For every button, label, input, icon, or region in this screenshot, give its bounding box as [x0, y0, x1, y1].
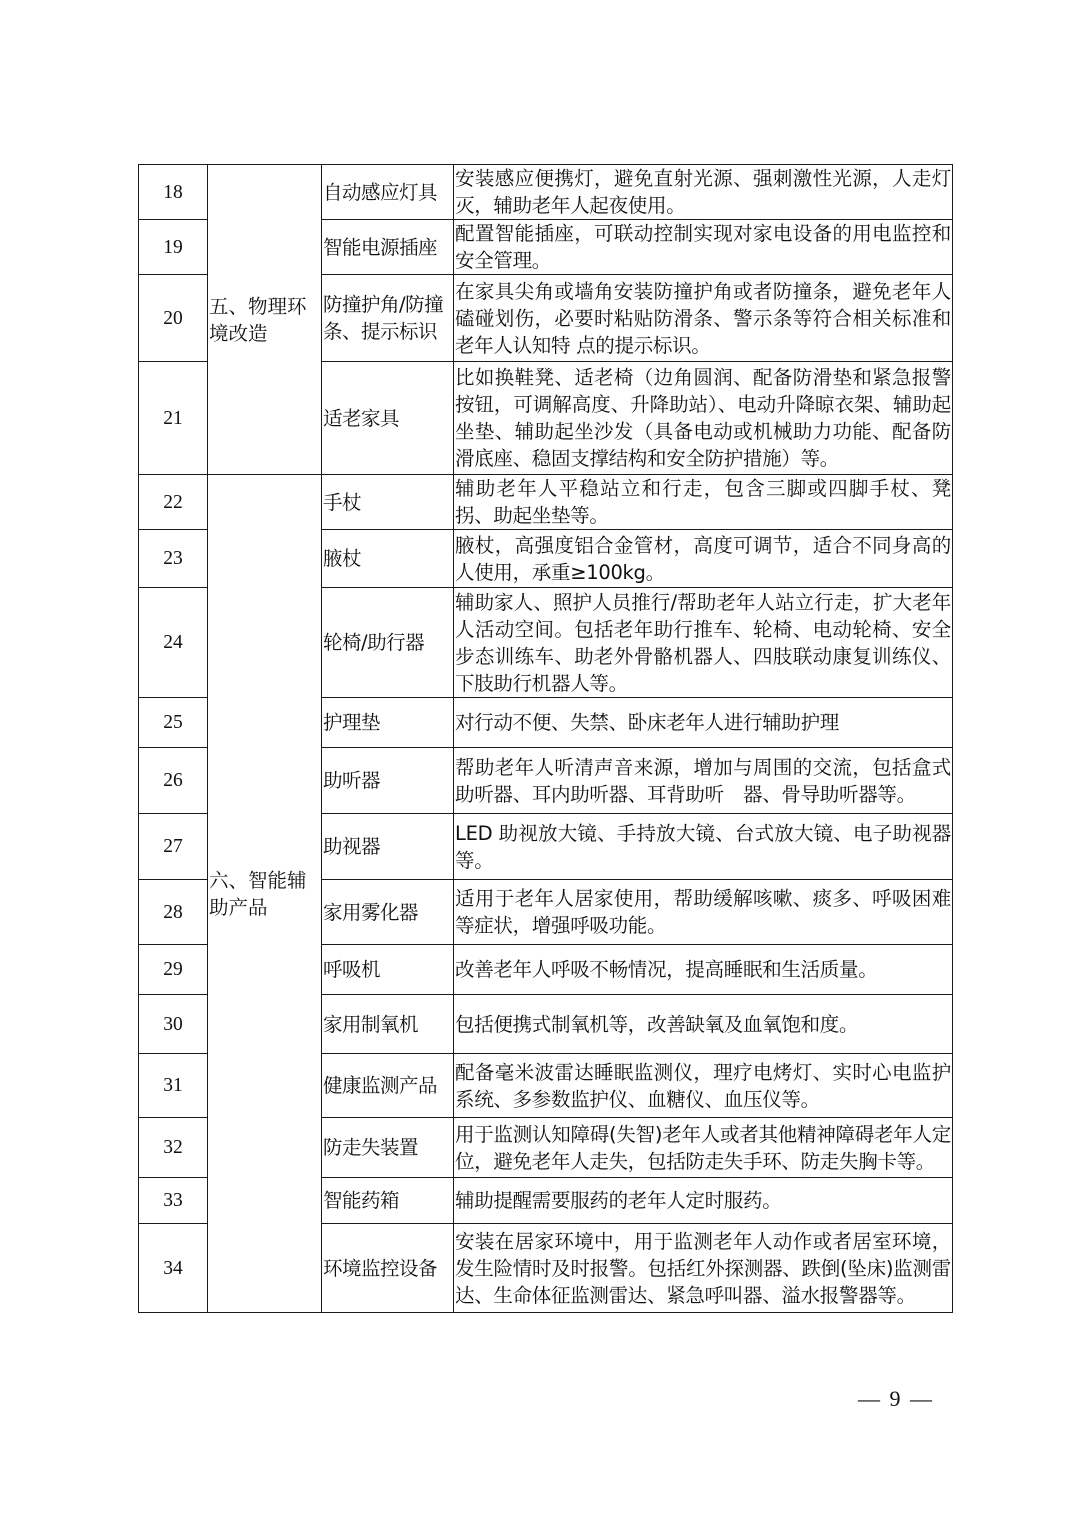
- category-cell: 六、智能辅助产品: [208, 475, 322, 1313]
- row-number: 28: [139, 880, 208, 945]
- item-description: LED 助视放大镜、手持放大镜、台式放大镜、电子助视器等。: [454, 814, 953, 880]
- item-name: 家用制氧机: [322, 995, 454, 1054]
- row-number: 34: [139, 1224, 208, 1313]
- item-description: 安装感应便携灯，避免直射光源、强刺激性光源，人走灯灭，辅助老年人起夜使用。: [454, 165, 953, 220]
- item-name: 健康监测产品: [322, 1054, 454, 1118]
- item-description: 配备毫米波雷达睡眠监测仪，理疗电烤灯、实时心电监护系统、多参数监护仪、血糖仪、血压仪等。: [454, 1054, 953, 1118]
- table-row: [139, 165, 953, 220]
- item-description: 辅助老年人平稳站立和行走，包含三脚或四脚手杖、凳拐、助起坐垫等。: [454, 475, 953, 530]
- row-number: 20: [139, 275, 208, 362]
- item-name: 防撞护角/防撞条、提示标识: [322, 275, 454, 362]
- row-number: 24: [139, 588, 208, 698]
- item-name: 轮椅/助行器: [322, 588, 454, 698]
- item-name: 护理垫: [322, 698, 454, 748]
- row-number: 30: [139, 995, 208, 1054]
- item-name: 防走失装置: [322, 1118, 454, 1178]
- item-name: 腋杖: [322, 530, 454, 588]
- item-name: 适老家具: [322, 362, 454, 475]
- item-description: 配置智能插座，可联动控制实现对家电设备的用电监控和安全管理。: [454, 220, 953, 275]
- row-number: 23: [139, 530, 208, 588]
- row-number: 22: [139, 475, 208, 530]
- item-description: 比如换鞋凳、适老椅（边角圆润、配备防滑垫和紧急报警按钮，可调解高度、升降助站）、电动升降晾衣架、辅助起坐垫、辅助起坐沙发（具备电动或机械助力功能、配备防滑底座、稳固支撑结构和安全防护措施）等。: [454, 362, 953, 475]
- item-description: 在家具尖角或墙角安装防撞护角或者防撞条，避免老年人磕碰划伤，必要时粘贴防滑条、警示条等符合相关标准和老年人认知特 点的提示标识。: [454, 275, 953, 362]
- item-name: 家用雾化器: [322, 880, 454, 945]
- item-name: 呼吸机: [322, 945, 454, 995]
- item-description: 包括便携式制氧机等，改善缺氧及血氧饱和度。: [454, 995, 953, 1054]
- row-number: 31: [139, 1054, 208, 1118]
- item-description: 适用于老年人居家使用，帮助缓解咳嗽、痰多、呼吸困难等症状，增强呼吸功能。: [454, 880, 953, 945]
- page-number: — 9 —: [858, 1386, 934, 1411]
- row-number: 32: [139, 1118, 208, 1178]
- category-cell: 五、物理环境改造: [208, 165, 322, 475]
- item-description: 对行动不便、失禁、卧床老年人进行辅助护理: [454, 698, 953, 748]
- item-description: 腋杖，高强度铝合金管材，高度可调节，适合不同身高的人使用，承重≥100kg。: [454, 530, 953, 588]
- row-number: 26: [139, 748, 208, 814]
- item-name: 手杖: [322, 475, 454, 530]
- item-description: 用于监测认知障碍(失智)老年人或者其他精神障碍老年人定位，避免老年人走失，包括防走失手环、防走失胸卡等。: [454, 1118, 953, 1178]
- item-table: [138, 164, 953, 1313]
- item-name: 助视器: [322, 814, 454, 880]
- row-number: 18: [139, 165, 208, 220]
- item-name: 自动感应灯具: [322, 165, 454, 220]
- row-number: 25: [139, 698, 208, 748]
- row-number: 33: [139, 1178, 208, 1224]
- item-name: 智能电源插座: [322, 220, 454, 275]
- item-description: 安装在居家环境中，用于监测老年人动作或者居室环境，发生险情时及时报警。包括红外探测器、跌倒(坠床)监测雷达、生命体征监测雷达、紧急呼叫器、溢水报警器等。: [454, 1224, 953, 1313]
- row-number: 19: [139, 220, 208, 275]
- item-name: 环境监控设备: [322, 1224, 454, 1313]
- item-name: 助听器: [322, 748, 454, 814]
- item-name: 智能药箱: [322, 1178, 454, 1224]
- item-description: 辅助家人、照护人员推行/帮助老年人站立行走，扩大老年人活动空间。包括老年助行推车、轮椅、电动轮椅、安全步态训练车、助老外骨骼机器人、四肢联动康复训练仪、下肢助行机器人等。: [454, 588, 953, 698]
- item-description: 改善老年人呼吸不畅情况，提高睡眠和生活质量。: [454, 945, 953, 995]
- table-row: [139, 475, 953, 530]
- row-number: 27: [139, 814, 208, 880]
- row-number: 21: [139, 362, 208, 475]
- item-description: 帮助老年人听清声音来源，增加与周围的交流，包括盒式助听器、耳内助听器、耳背助听 器、骨导助听器等。: [454, 748, 953, 814]
- item-description: 辅助提醒需要服药的老年人定时服药。: [454, 1178, 953, 1224]
- row-number: 29: [139, 945, 208, 995]
